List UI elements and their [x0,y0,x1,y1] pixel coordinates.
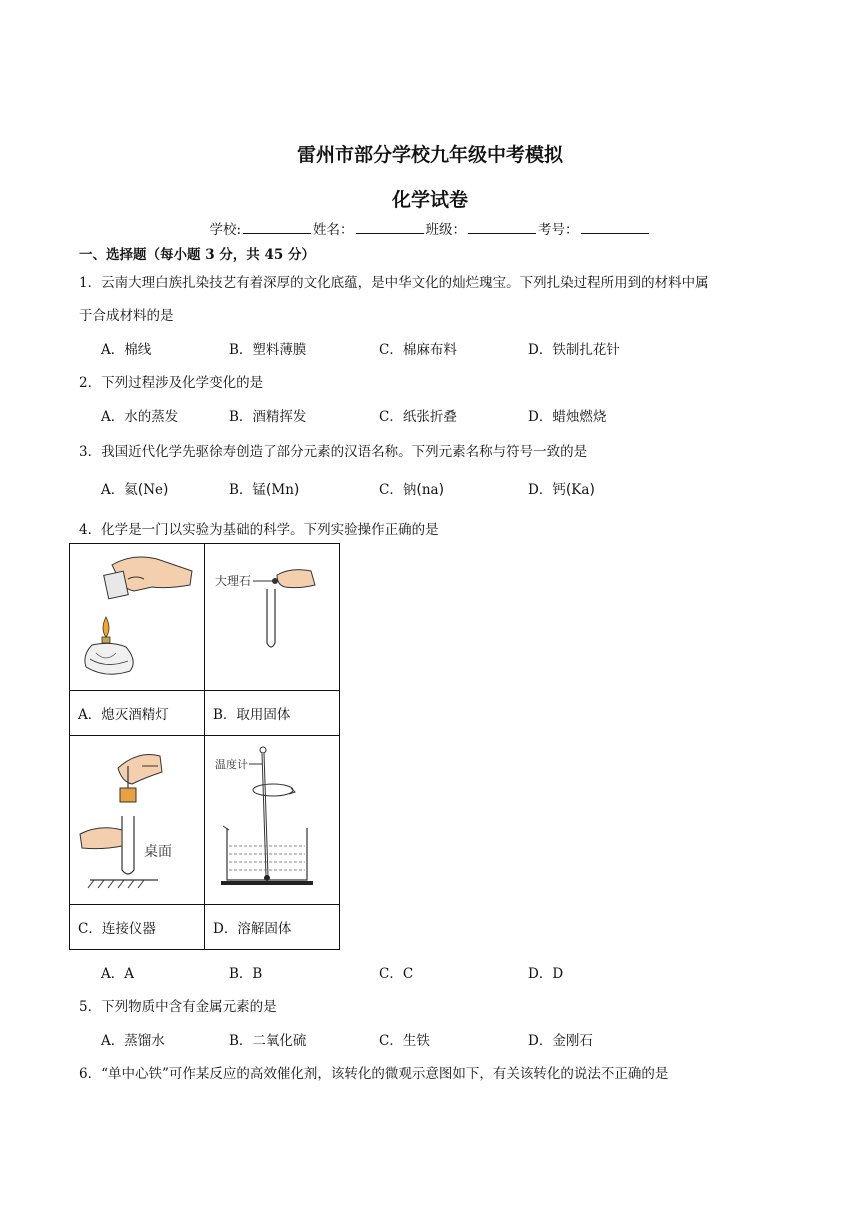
q3-option-b: B．锰(Mn) [229,482,300,498]
q1-option-c: C．棉麻布料 [379,342,457,358]
figure-b-cell [205,544,340,691]
q1-option-d: D．铁制扎花针 [528,342,620,358]
q3-option-c: C．钠(na) [379,482,445,498]
experiment-table [69,543,340,950]
q2-option-a: A．水的蒸发 [101,409,179,425]
q1-stem-line2: 于合成材料的是 [79,308,174,324]
q5-option-c: C．生铁 [379,1033,430,1049]
figure-b-caption: B．取用固体 [205,691,340,736]
q2-option-d: D．蜡烛燃烧 [528,409,607,425]
figure-d-caption: D．溶解固体 [205,905,340,950]
q5-stem: 5．下列物质中含有金属元素的是 [79,999,277,1015]
q2-stem: 2．下列过程涉及化学变化的是 [79,375,264,391]
page-subtitle: 化学试卷 [391,189,468,211]
figure-a-caption: A．熄灭酒精灯 [70,691,205,736]
marble-label: 大理石 [215,574,252,588]
class-label: 班级： [425,222,467,238]
name-label: 姓名： [313,222,354,238]
q3-option-d: D．钙(Ka) [528,482,595,498]
figure-c-caption: C．连接仪器 [70,905,205,950]
q4-option-d: D．D [528,966,564,982]
q3-option-a-name: A．氦 [101,482,138,498]
q3-option-b-name: B．锰 [229,482,266,498]
thermometer-label: 温度计 [215,759,248,771]
q4-option-a: A．A [101,966,134,982]
exam-no-blank [581,220,649,234]
q4-option-b: B．B [229,966,263,982]
q4-option-c: C．C [379,966,414,982]
q3-option-a: A．氦(Ne) [101,482,169,498]
desk-label: 桌面 [144,843,172,859]
info-line [0,218,860,238]
q5-option-b: B．二氧化硫 [229,1033,307,1049]
q3-option-c-symbol: na [421,482,439,498]
q3-option-b-symbol: Mn [271,482,294,498]
marble-figure [207,545,337,685]
connect-apparatus-figure [72,738,202,898]
class-blank [468,220,536,234]
school-label: 学校: [209,222,242,238]
q1-option-a: A．棉线 [101,342,152,358]
q6-stem: 6．“单中心铁”可作某反应的高效催化剂，该转化的微观示意图如下，有关该转化的说法不正确的是 [79,1066,669,1082]
figure-d-cell [205,736,340,905]
q3-option-d-symbol: Ka [571,482,590,498]
page-title: 雷州市部分学校九年级中考模拟 [296,144,563,166]
q1-option-b: B．塑料薄膜 [229,342,307,358]
q3-option-a-symbol: Ne [143,482,164,498]
exam-no-label: 考号： [538,222,579,238]
dissolve-solid-figure [207,738,337,898]
q1-stem-line1: 1．云南大理白族扎染技艺有着深厚的文化底蕴，是中华文化的灿烂瑰宝。下列扎染过程所用到的材料中属 [79,275,709,291]
q5-option-a: A．蒸馏水 [101,1033,165,1049]
figure-a-cell [70,544,205,691]
q3-stem: 3．我国近代化学先驱徐寿创造了部分元素的汉语名称。下列元素名称与符号一致的是 [79,444,588,460]
q3-option-d-name: D．钙 [528,482,566,498]
alcohol-lamp-figure [72,545,202,685]
q3-option-c-name: C．钠 [379,482,417,498]
q5-option-d: D．金刚石 [528,1033,593,1049]
q2-option-c: C．纸张折叠 [379,409,457,425]
name-blank [356,220,424,234]
q4-stem: 4．化学是一门以实验为基础的科学。下列实验操作正确的是 [79,522,439,538]
school-blank [243,220,311,234]
q2-option-b: B．酒精挥发 [229,409,307,425]
section-heading: 一、选择题（每小题 3 分，共 45 分） [79,247,315,263]
figure-c-cell [70,736,205,905]
